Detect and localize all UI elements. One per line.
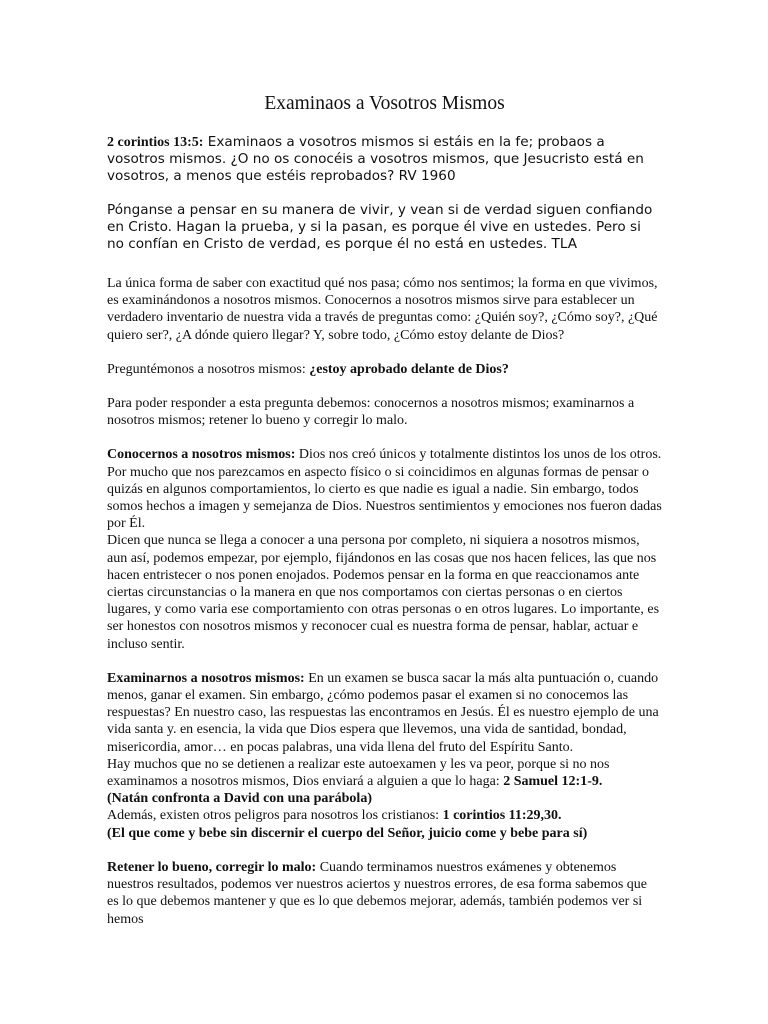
section-retener-heading: Retener lo bueno, corregir lo malo: — [107, 859, 317, 875]
section-examinarnos-heading: Examinarnos a nosotros mismos: — [107, 670, 305, 686]
verse-text: Examinaos a vosotros mismos si estáis en la fe; probaos a vosotros mismos. ¿O no os conocéis a vosotros mismos, que Jesucristo está en vosotros, a menos que estéis reprobados? RV 1960 — [107, 134, 644, 184]
section-conocernos-heading: Conocernos a nosotros mismos: — [107, 447, 296, 463]
question-lead: Preguntémonos a nosotros mismos: — [107, 361, 310, 377]
question-bold: ¿estoy aprobado delante de Dios? — [309, 361, 509, 377]
section-retener-text: Cuando terminamos nuestros exámenes y obtenemos nuestros resultados, podemos ver nuestros aciertos y nuestros errores, de esa forma sabemos que es lo que debemos mantener y que es lo que debemos mejorar, además, también podemos ver si hemos — [107, 859, 648, 927]
question-paragraph — [107, 361, 662, 378]
document-title: Examinaos a Vosotros Mismos — [264, 93, 505, 114]
reference-1-corintios: 1 corintios 11:29,30. — [442, 808, 562, 824]
section-examinarnos-text: En un examen se busca sacar la más alta puntuación o, cuando menos, ganar el examen. Sin embargo, ¿cómo podemos pasar el examen si no conocemos las respuestas? En nuestro caso, las respuestas las encontramos en Jesús. Él es nuestro ejemplo de una vida santa y. en esencia, la vida que Dios espera que llevemos, una vida de santidad, bondad, misericordia, amor… en pocas palabras, una vida llena del fruto del Espíritu Santo. — [107, 670, 659, 755]
reference-2-samuel: 2 Samuel 12:1-9. — [503, 774, 603, 790]
section-conocernos-text: Dios nos creó únicos y totalmente distintos los unos de los otros. Por mucho que nos parezcamos en aspecto físico o si coincidimos en algunas formas de pensar o quizás en algunos comportamientos, lo cierto es que nadie es igual a nadie. Sin embargo, todos somos hechos a imagen y semejanza de Dios. Nuestros sentimientos y emociones nos fueron dadas por Él. — [107, 447, 662, 532]
verse-paragraph — [107, 134, 662, 185]
tla-paragraph: Pónganse a pensar en su manera de vivir, y vean si de verdad siguen confiando en Cristo. Hagan la prueba, y si la pasan, es porque él vive en ustedes. Pero si no confían en Cristo de verdad, es porque él no está en ustedes. TLA — [107, 202, 653, 252]
section-conocernos — [107, 446, 662, 652]
reference-1-corintios-note: (El que come y bebe sin discernir el cuerpo del Señor, juicio come y bebe para sí) — [107, 825, 588, 841]
section-examinarnos-text-3: Además, existen otros peligros para nosotros los cristianos: 1 corintios 11:29,30. — [107, 808, 562, 824]
answer-paragraph: Para poder responder a esta pregunta debemos: conocernos a nosotros mismos; examinarnos a nosotros mismos; retener lo bueno y corregir lo malo. — [107, 396, 635, 429]
section-examinarnos — [107, 670, 662, 842]
section-conocernos-text-2: Dicen que nunca se llega a conocer a una persona por completo, ni siquiera a nosotros mismos, aun así, podemos empezar, por ejemplo, fijándonos en las cosas que nos hacen felices, las que nos hacen entristecer o nos ponen enojados. Podemos pensar en la forma en que reaccionamos ante ciertas circunstancias o la manera en que nos comportamos con ciertas personas o en ciertos lugares, y como varia ese comportamiento con otras personas o en otros lugares. Lo importante, es ser honestos con nosotros mismos y reconocer cual es nuestra forma de pensar, hablar, actuar e incluso sentir. — [107, 533, 660, 652]
section-retener — [107, 859, 662, 928]
document-page — [107, 92, 662, 945]
section-examinarnos-text-2: Hay muchos que no se detienen a realizar este autoexamen y les va peor, porque si no nos examinamos a nosotros mismos, Dios enviará a alguien a que lo haga: 2 Samuel 12:1-9. — [107, 756, 610, 790]
intro-paragraph: La única forma de saber con exactitud qué nos pasa; cómo nos sentimos; la forma en que vivimos, es examinándonos a nosotros mismos. Conocernos a nosotros mismos sirve para establecer un verdadero inventario de nuestra vida a través de preguntas como: ¿Quién soy?, ¿Cómo soy?, ¿Qué quiero ser?, ¿A dónde quiero llegar? Y, sobre todo, ¿Cómo estoy delante de Dios? — [107, 276, 658, 343]
reference-2-samuel-note: (Natán confronta a David con una parábola) — [107, 791, 372, 807]
verse-reference: 2 corintios 13:5: — [107, 135, 204, 150]
